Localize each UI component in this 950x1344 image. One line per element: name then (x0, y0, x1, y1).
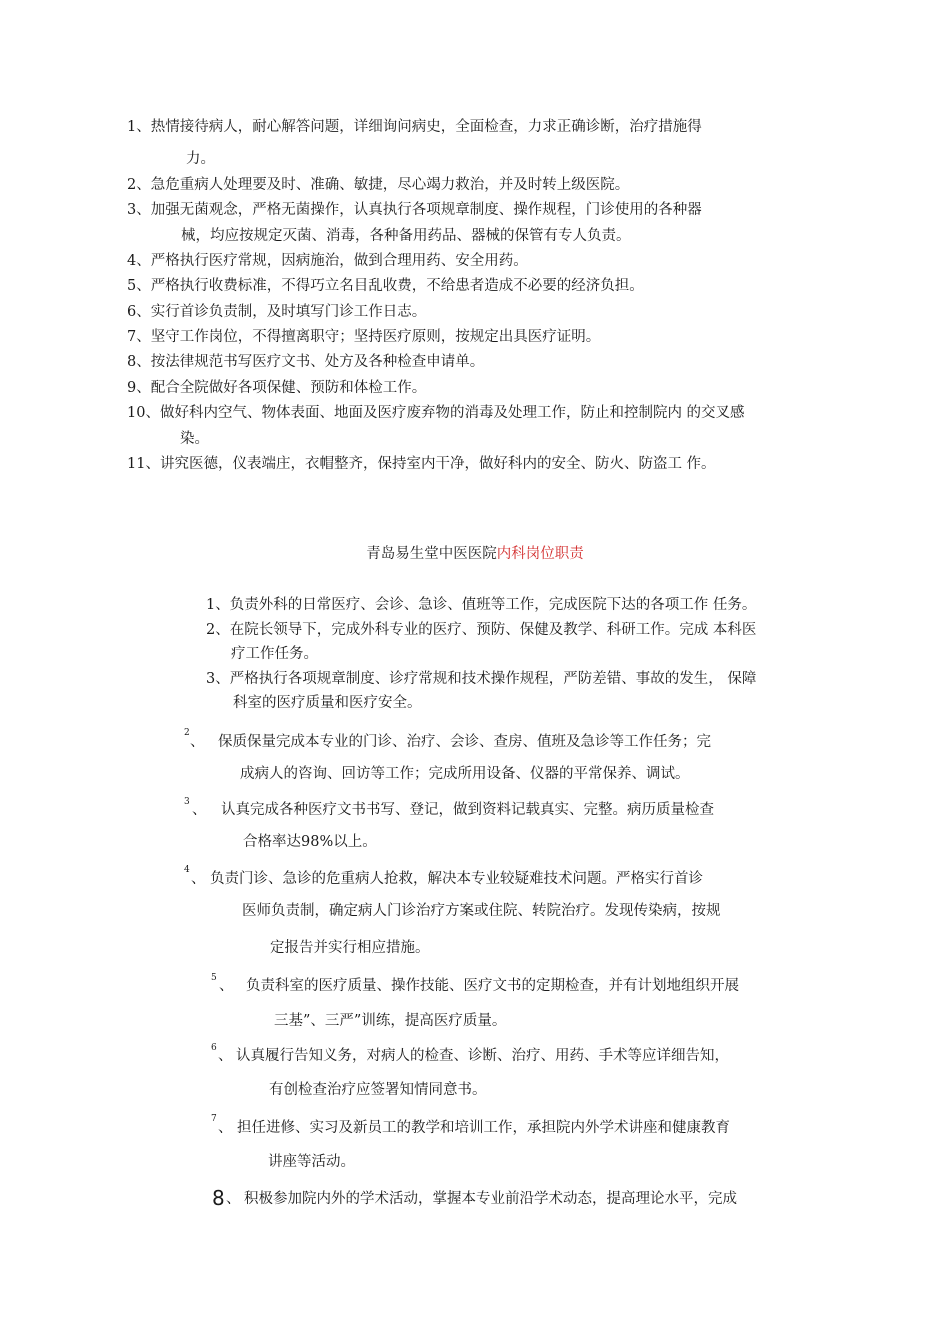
title-main: 青岛易生堂中医医院 (366, 546, 497, 562)
item-number: 3 (184, 797, 190, 807)
list-item-b7: 积极参加院内外的学术活动，掌握本专业前沿学术动态，提高理论水平，完成 (244, 1191, 737, 1207)
item-separator: 、 (226, 1191, 241, 1207)
list-item-10: 10、做好科内空气、物体表面、地面及医疗废弃物的消毒及处理工作，防止和控制院内 的交叉感 (127, 405, 745, 421)
list-item-b4: 负责科室的医疗质量、操作技能、医疗文书的定期检查，并有计划地组织开展 (246, 978, 739, 994)
list-item-1: 1、热情接待病人，耐心解答问题，详细询问病史，全面检查，力求正确诊断，治疗措施得 (127, 119, 702, 135)
list-item-9: 9、配合全院做好各项保健、预防和体检工作。 (127, 380, 427, 396)
list-item-3: 3、加强无菌观念，严格无菌操作，认真执行各项规章制度、操作规程，门诊使用的各种器 (127, 202, 702, 218)
list-item-a1: 1、负责外科的日常医疗、会诊、急诊、值班等工作，完成医院下达的各项工作 任务。 (206, 597, 757, 613)
list-item-b5-cont: 有创检查治疗应签署知情同意书。 (269, 1082, 487, 1098)
list-item-a2-cont: 疗工作任务。 (231, 646, 318, 662)
list-item-a3-cont: 科室的医疗质量和医疗安全。 (233, 695, 422, 711)
list-item-b2-cont: 合格率达98%以上。 (243, 834, 377, 850)
list-item-b1: 保质保量完成本专业的门诊、治疗、会诊、查房、值班及急诊等工作任务；完 (218, 734, 711, 750)
list-item-11: 11、讲究医德，仪表端庄，衣帽整齐，保持室内干净，做好科内的安全、防火、防盗工 作。 (127, 456, 716, 472)
item-number: 5 (211, 973, 217, 983)
item-number: 4 (184, 865, 190, 875)
list-item-b6-cont: 讲座等活动。 (268, 1154, 355, 1170)
title-accent: 内科岗位职责 (496, 546, 584, 562)
list-item-10-cont: 染。 (180, 431, 209, 447)
list-item-b3-cont2: 定报告并实行相应措施。 (270, 940, 430, 956)
list-item-6: 6、实行首诊负责制，及时填写门诊工作日志。 (127, 304, 427, 320)
item-number: 7 (211, 1114, 217, 1124)
list-item-7: 7、坚守工作岗位，不得擅离职守；坚持医疗原则，按规定出具医疗证明。 (127, 329, 601, 345)
list-item-b3: 负责门诊、急诊的危重病人抢救，解决本专业较疑难技术问题。严格实行首诊 (210, 871, 703, 887)
list-item-5: 5、严格执行收费标准，不得巧立名目乱收费，不给患者造成不必要的经济负担。 (127, 278, 644, 294)
list-item-b3-cont: 医师负责制，确定病人门诊治疗方案或住院、转院治疗。发现传染病，按规 (242, 903, 721, 919)
item-separator: 、 (218, 1120, 233, 1136)
list-item-b1-cont: 成病人的咨询、回访等工作；完成所用设备、仪器的平常保养、调试。 (240, 766, 690, 782)
list-item-2: 2、急危重病人处理要及时、准确、敏捷，尽心竭力救治，并及时转上级医院。 (127, 177, 630, 193)
list-item-4: 4、严格执行医疗常规，因病施治，做到合理用药、安全用药。 (127, 253, 528, 269)
list-item-8: 8、按法律规范书写医疗文书、处方及各种检查申请单。 (127, 354, 485, 370)
item-number: 6 (211, 1043, 217, 1053)
list-item-a2: 2、在院长领导下，完成外科专业的医疗、预防、保健及教学、科研工作。完成 本科医 (206, 622, 757, 638)
list-item-a3: 3、严格执行各项规章制度、诊疗常规和技术操作规程，严防差错、事故的发生， 保障 (206, 671, 757, 687)
list-item-1-cont: 力。 (186, 151, 215, 167)
item-separator: 、 (191, 871, 206, 887)
item-separator: 、 (219, 978, 234, 994)
item-separator: 、 (218, 1048, 233, 1064)
list-item-b6: 担任进修、实习及新员工的教学和培训工作，承担院内外学术讲座和健康教育 (237, 1120, 730, 1136)
list-item-b2: 认真完成各种医疗文书书写、登记，做到资料记载真实、完整。病历质量检查 (221, 802, 714, 818)
item-number: 2 (184, 728, 190, 738)
list-item-3-cont: 械，均应按规定灭菌、消毒，各种备用药品、器械的保管有专人负责。 (181, 228, 631, 244)
item-number: 8 (212, 1186, 225, 1210)
list-item-b5: 认真履行告知义务，对病人的检查、诊断、治疗、用药、手术等应详细告知， (236, 1048, 729, 1064)
item-separator: 、 (192, 802, 207, 818)
section-title (0, 545, 950, 563)
item-separator: 、 (190, 734, 205, 750)
list-item-b4-cont: 三基”、三严”训练，提高医疗质量。 (274, 1013, 507, 1029)
